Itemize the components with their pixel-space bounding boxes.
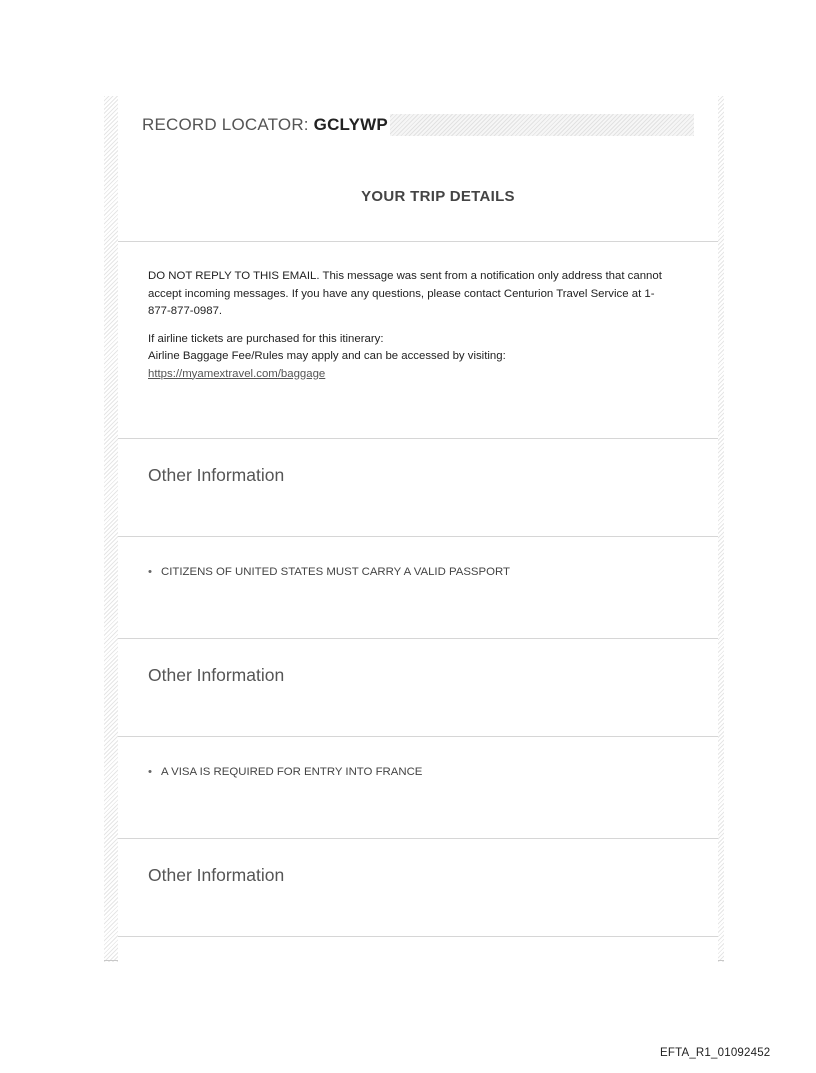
frame-left-border bbox=[104, 96, 118, 962]
info-list-item bbox=[148, 766, 422, 778]
divider bbox=[118, 936, 718, 937]
record-locator-label: RECORD LOCATOR: bbox=[142, 115, 314, 134]
record-locator-value: GCLYWP bbox=[313, 115, 388, 134]
bullet-icon: • bbox=[148, 766, 152, 778]
no-reply-disclaimer: DO NOT REPLY TO THIS EMAIL. This message was sent from a notification only address that cannot accept incoming messages. If you have any questions, please contact Centurion Travel Service at 1-877-877-0987. bbox=[148, 270, 662, 317]
divider bbox=[118, 241, 718, 242]
divider bbox=[118, 536, 718, 537]
baggage-link[interactable]: https://myamextravel.com/baggage bbox=[148, 367, 326, 380]
document-id: EFTA_R1_01092452 bbox=[660, 1047, 771, 1059]
other-information-heading: Other Information bbox=[148, 665, 285, 685]
divider bbox=[118, 838, 718, 839]
divider bbox=[118, 438, 718, 439]
divider bbox=[118, 736, 718, 737]
divider bbox=[118, 638, 718, 639]
other-information-heading: Other Information bbox=[148, 465, 285, 485]
trip-details-title: YOUR TRIP DETAILS bbox=[361, 188, 515, 205]
baggage-fee-line: Airline Baggage Fee/Rules may apply and can be accessed by visiting: bbox=[148, 350, 506, 362]
record-locator bbox=[142, 114, 390, 136]
info-item-text: A VISA IS REQUIRED FOR ENTRY INTO FRANCE bbox=[161, 766, 423, 778]
bullet-icon: • bbox=[148, 566, 152, 578]
email-content bbox=[118, 96, 718, 962]
airline-tickets-line: If airline tickets are purchased for this itinerary: bbox=[148, 332, 384, 345]
info-list-item bbox=[148, 566, 510, 578]
frame-right-border bbox=[718, 96, 724, 962]
other-information-heading: Other Information bbox=[148, 865, 285, 885]
email-notice bbox=[148, 268, 673, 383]
info-item-text: CITIZENS OF UNITED STATES MUST CARRY A VALID PASSPORT bbox=[161, 566, 510, 578]
